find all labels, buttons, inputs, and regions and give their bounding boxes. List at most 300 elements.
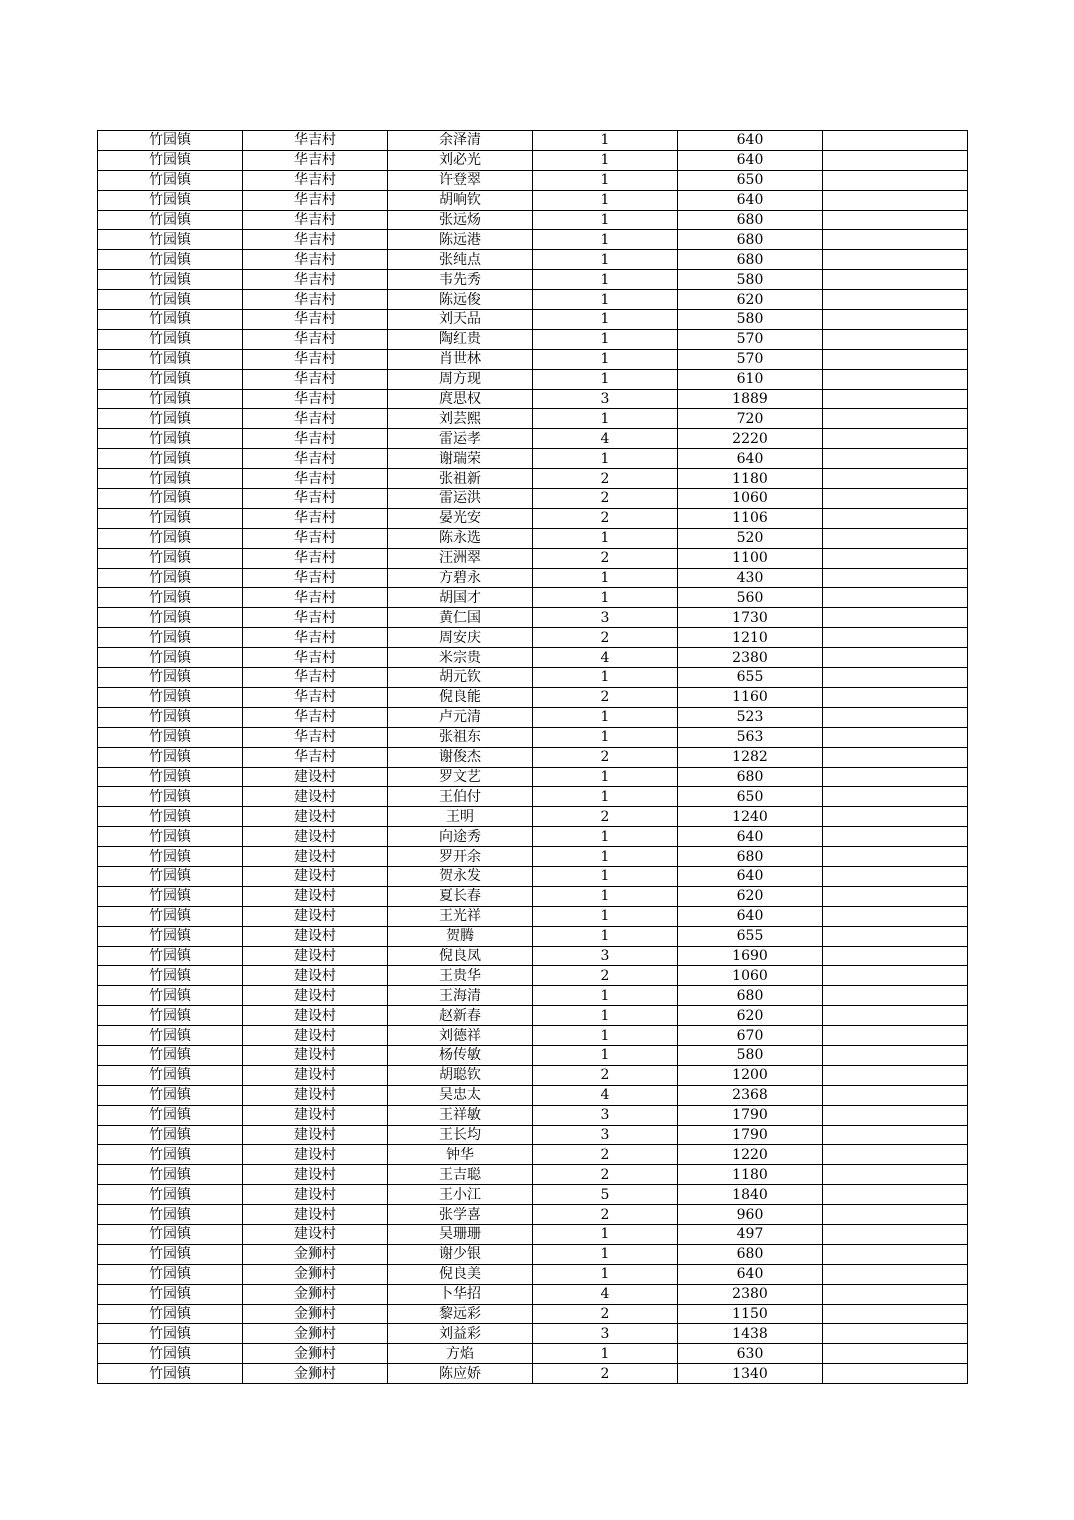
- count-cell: 2: [533, 628, 678, 648]
- amount-cell: 640: [678, 150, 823, 170]
- town-cell: 竹园镇: [98, 1165, 243, 1185]
- name-cell: 陈永选: [388, 528, 533, 548]
- name-cell: 王吉聪: [388, 1165, 533, 1185]
- village-cell: 华吉村: [243, 250, 388, 270]
- remark-cell: [823, 1264, 968, 1284]
- village-cell: 建设村: [243, 807, 388, 827]
- count-cell: 3: [533, 1105, 678, 1125]
- remark-cell: [823, 150, 968, 170]
- amount-cell: 630: [678, 1344, 823, 1364]
- remark-cell: [823, 668, 968, 688]
- amount-cell: 680: [678, 210, 823, 230]
- remark-cell: [823, 369, 968, 389]
- amount-cell: 640: [678, 131, 823, 151]
- village-cell: 金狮村: [243, 1344, 388, 1364]
- village-cell: 金狮村: [243, 1324, 388, 1344]
- town-cell: 竹园镇: [98, 986, 243, 1006]
- remark-cell: [823, 747, 968, 767]
- count-cell: 1: [533, 787, 678, 807]
- count-cell: 1: [533, 310, 678, 330]
- remark-cell: [823, 966, 968, 986]
- table-row: [98, 827, 968, 847]
- amount-cell: 2380: [678, 1284, 823, 1304]
- count-cell: 1: [533, 170, 678, 190]
- table-row: [98, 1324, 968, 1344]
- village-cell: 华吉村: [243, 349, 388, 369]
- amount-cell: 640: [678, 190, 823, 210]
- remark-cell: [823, 946, 968, 966]
- name-cell: 庹思权: [388, 389, 533, 409]
- table-row: [98, 489, 968, 509]
- village-cell: 华吉村: [243, 409, 388, 429]
- amount-cell: 1060: [678, 489, 823, 509]
- village-cell: 建设村: [243, 1065, 388, 1085]
- village-cell: 建设村: [243, 866, 388, 886]
- amount-cell: 960: [678, 1205, 823, 1225]
- amount-cell: 650: [678, 170, 823, 190]
- town-cell: 竹园镇: [98, 230, 243, 250]
- count-cell: 1: [533, 1026, 678, 1046]
- town-cell: 竹园镇: [98, 707, 243, 727]
- name-cell: 胡国才: [388, 588, 533, 608]
- table-row: [98, 310, 968, 330]
- amount-cell: 1220: [678, 1145, 823, 1165]
- count-cell: 2: [533, 966, 678, 986]
- table-row: [98, 727, 968, 747]
- village-cell: 建设村: [243, 787, 388, 807]
- table-row: [98, 1264, 968, 1284]
- table-row: [98, 608, 968, 628]
- count-cell: 1: [533, 270, 678, 290]
- name-cell: 谢俊杰: [388, 747, 533, 767]
- remark-cell: [823, 270, 968, 290]
- remark-cell: [823, 1185, 968, 1205]
- table-body: [98, 131, 968, 1384]
- village-cell: 华吉村: [243, 687, 388, 707]
- name-cell: 倪良能: [388, 687, 533, 707]
- remark-cell: [823, 1006, 968, 1026]
- name-cell: 刘德祥: [388, 1026, 533, 1046]
- name-cell: 谢瑞荣: [388, 449, 533, 469]
- remark-cell: [823, 190, 968, 210]
- data-table: [97, 130, 968, 1384]
- village-cell: 华吉村: [243, 131, 388, 151]
- remark-cell: [823, 329, 968, 349]
- table-row: [98, 1185, 968, 1205]
- count-cell: 2: [533, 508, 678, 528]
- village-cell: 华吉村: [243, 727, 388, 747]
- amount-cell: 680: [678, 1244, 823, 1264]
- table-row: [98, 886, 968, 906]
- amount-cell: 1160: [678, 687, 823, 707]
- remark-cell: [823, 1205, 968, 1225]
- table-row: [98, 1026, 968, 1046]
- name-cell: 周方现: [388, 369, 533, 389]
- table-row: [98, 568, 968, 588]
- remark-cell: [823, 508, 968, 528]
- table-row: [98, 1244, 968, 1264]
- count-cell: 1: [533, 349, 678, 369]
- name-cell: 胡响钦: [388, 190, 533, 210]
- table-row: [98, 349, 968, 369]
- amount-cell: 523: [678, 707, 823, 727]
- name-cell: 陈应娇: [388, 1364, 533, 1384]
- table-row: [98, 628, 968, 648]
- count-cell: 1: [533, 230, 678, 250]
- town-cell: 竹园镇: [98, 787, 243, 807]
- village-cell: 建设村: [243, 1085, 388, 1105]
- name-cell: 张祖新: [388, 469, 533, 489]
- village-cell: 华吉村: [243, 548, 388, 568]
- town-cell: 竹园镇: [98, 668, 243, 688]
- table-row: [98, 508, 968, 528]
- name-cell: 王海清: [388, 986, 533, 1006]
- town-cell: 竹园镇: [98, 210, 243, 230]
- town-cell: 竹园镇: [98, 588, 243, 608]
- remark-cell: [823, 628, 968, 648]
- name-cell: 余泽清: [388, 131, 533, 151]
- remark-cell: [823, 1244, 968, 1264]
- town-cell: 竹园镇: [98, 548, 243, 568]
- village-cell: 华吉村: [243, 668, 388, 688]
- amount-cell: 580: [678, 1045, 823, 1065]
- amount-cell: 1180: [678, 1165, 823, 1185]
- village-cell: 华吉村: [243, 310, 388, 330]
- name-cell: 周安庆: [388, 628, 533, 648]
- name-cell: 夏长春: [388, 886, 533, 906]
- village-cell: 华吉村: [243, 190, 388, 210]
- village-cell: 华吉村: [243, 270, 388, 290]
- amount-cell: 1889: [678, 389, 823, 409]
- table-row: [98, 409, 968, 429]
- name-cell: 倪良凤: [388, 946, 533, 966]
- table-row: [98, 190, 968, 210]
- name-cell: 汪洲翠: [388, 548, 533, 568]
- amount-cell: 570: [678, 329, 823, 349]
- town-cell: 竹园镇: [98, 1205, 243, 1225]
- village-cell: 华吉村: [243, 508, 388, 528]
- amount-cell: 1100: [678, 548, 823, 568]
- town-cell: 竹园镇: [98, 807, 243, 827]
- count-cell: 2: [533, 548, 678, 568]
- count-cell: 3: [533, 1324, 678, 1344]
- name-cell: 刘天品: [388, 310, 533, 330]
- village-cell: 华吉村: [243, 469, 388, 489]
- name-cell: 雷运孝: [388, 429, 533, 449]
- count-cell: 1: [533, 1264, 678, 1284]
- village-cell: 华吉村: [243, 608, 388, 628]
- table-row: [98, 847, 968, 867]
- town-cell: 竹园镇: [98, 946, 243, 966]
- amount-cell: 640: [678, 827, 823, 847]
- village-cell: 华吉村: [243, 369, 388, 389]
- remark-cell: [823, 310, 968, 330]
- village-cell: 金狮村: [243, 1304, 388, 1324]
- town-cell: 竹园镇: [98, 449, 243, 469]
- village-cell: 建设村: [243, 926, 388, 946]
- table-row: [98, 687, 968, 707]
- name-cell: 方焰: [388, 1344, 533, 1364]
- count-cell: 2: [533, 687, 678, 707]
- village-cell: 华吉村: [243, 329, 388, 349]
- amount-cell: 1730: [678, 608, 823, 628]
- table-row: [98, 588, 968, 608]
- remark-cell: [823, 847, 968, 867]
- amount-cell: 620: [678, 1006, 823, 1026]
- count-cell: 1: [533, 190, 678, 210]
- remark-cell: [823, 170, 968, 190]
- name-cell: 王祥敏: [388, 1105, 533, 1125]
- name-cell: 卜华招: [388, 1284, 533, 1304]
- amount-cell: 680: [678, 847, 823, 867]
- town-cell: 竹园镇: [98, 131, 243, 151]
- name-cell: 谢少银: [388, 1244, 533, 1264]
- remark-cell: [823, 489, 968, 509]
- town-cell: 竹园镇: [98, 1364, 243, 1384]
- village-cell: 华吉村: [243, 150, 388, 170]
- town-cell: 竹园镇: [98, 727, 243, 747]
- town-cell: 竹园镇: [98, 847, 243, 867]
- remark-cell: [823, 886, 968, 906]
- table-row: [98, 389, 968, 409]
- village-cell: 华吉村: [243, 389, 388, 409]
- table-row: [98, 1125, 968, 1145]
- table-row: [98, 1284, 968, 1304]
- table-row: [98, 1065, 968, 1085]
- table-row: [98, 1224, 968, 1244]
- village-cell: 华吉村: [243, 429, 388, 449]
- remark-cell: [823, 986, 968, 1006]
- count-cell: 4: [533, 1085, 678, 1105]
- remark-cell: [823, 1165, 968, 1185]
- count-cell: 2: [533, 1304, 678, 1324]
- table-row: [98, 270, 968, 290]
- town-cell: 竹园镇: [98, 1105, 243, 1125]
- town-cell: 竹园镇: [98, 747, 243, 767]
- amount-cell: 655: [678, 668, 823, 688]
- remark-cell: [823, 608, 968, 628]
- name-cell: 黎远彩: [388, 1304, 533, 1324]
- table-row: [98, 966, 968, 986]
- count-cell: 1: [533, 1244, 678, 1264]
- village-cell: 建设村: [243, 1006, 388, 1026]
- village-cell: 建设村: [243, 1125, 388, 1145]
- table-row: [98, 1105, 968, 1125]
- remark-cell: [823, 349, 968, 369]
- table-row: [98, 369, 968, 389]
- table-row: [98, 1165, 968, 1185]
- remark-cell: [823, 548, 968, 568]
- table-row: [98, 1304, 968, 1324]
- village-cell: 华吉村: [243, 568, 388, 588]
- amount-cell: 2220: [678, 429, 823, 449]
- town-cell: 竹园镇: [98, 270, 243, 290]
- remark-cell: [823, 588, 968, 608]
- name-cell: 雷运洪: [388, 489, 533, 509]
- name-cell: 黄仁国: [388, 608, 533, 628]
- amount-cell: 640: [678, 906, 823, 926]
- count-cell: 1: [533, 906, 678, 926]
- village-cell: 建设村: [243, 1205, 388, 1225]
- count-cell: 1: [533, 1006, 678, 1026]
- remark-cell: [823, 1364, 968, 1384]
- remark-cell: [823, 906, 968, 926]
- count-cell: 1: [533, 369, 678, 389]
- table-row: [98, 210, 968, 230]
- count-cell: 3: [533, 946, 678, 966]
- town-cell: 竹园镇: [98, 369, 243, 389]
- amount-cell: 520: [678, 528, 823, 548]
- town-cell: 竹园镇: [98, 429, 243, 449]
- count-cell: 2: [533, 747, 678, 767]
- count-cell: 1: [533, 290, 678, 310]
- town-cell: 竹园镇: [98, 1085, 243, 1105]
- amount-cell: 1060: [678, 966, 823, 986]
- table-row: [98, 1344, 968, 1364]
- remark-cell: [823, 1344, 968, 1364]
- name-cell: 刘益彩: [388, 1324, 533, 1344]
- table-row: [98, 767, 968, 787]
- remark-cell: [823, 707, 968, 727]
- name-cell: 陶红贵: [388, 329, 533, 349]
- village-cell: 金狮村: [243, 1284, 388, 1304]
- table-row: [98, 807, 968, 827]
- town-cell: 竹园镇: [98, 608, 243, 628]
- amount-cell: 1150: [678, 1304, 823, 1324]
- table-row: [98, 1205, 968, 1225]
- remark-cell: [823, 687, 968, 707]
- count-cell: 1: [533, 727, 678, 747]
- village-cell: 建设村: [243, 1105, 388, 1125]
- village-cell: 华吉村: [243, 648, 388, 668]
- name-cell: 吴忠太: [388, 1085, 533, 1105]
- count-cell: 1: [533, 1045, 678, 1065]
- town-cell: 竹园镇: [98, 1145, 243, 1165]
- name-cell: 许登翠: [388, 170, 533, 190]
- amount-cell: 650: [678, 787, 823, 807]
- table-row: [98, 329, 968, 349]
- town-cell: 竹园镇: [98, 528, 243, 548]
- amount-cell: 680: [678, 767, 823, 787]
- table-row: [98, 926, 968, 946]
- remark-cell: [823, 787, 968, 807]
- remark-cell: [823, 1324, 968, 1344]
- town-cell: 竹园镇: [98, 1125, 243, 1145]
- village-cell: 建设村: [243, 1165, 388, 1185]
- table-row: [98, 1085, 968, 1105]
- town-cell: 竹园镇: [98, 1284, 243, 1304]
- village-cell: 建设村: [243, 906, 388, 926]
- amount-cell: 430: [678, 568, 823, 588]
- amount-cell: 560: [678, 588, 823, 608]
- table-row: [98, 946, 968, 966]
- table-row: [98, 1145, 968, 1165]
- name-cell: 胡聪钦: [388, 1065, 533, 1085]
- town-cell: 竹园镇: [98, 489, 243, 509]
- amount-cell: 610: [678, 369, 823, 389]
- count-cell: 3: [533, 389, 678, 409]
- town-cell: 竹园镇: [98, 469, 243, 489]
- town-cell: 竹园镇: [98, 1185, 243, 1205]
- town-cell: 竹园镇: [98, 349, 243, 369]
- town-cell: 竹园镇: [98, 150, 243, 170]
- count-cell: 1: [533, 250, 678, 270]
- amount-cell: 1790: [678, 1105, 823, 1125]
- name-cell: 胡元钦: [388, 668, 533, 688]
- name-cell: 王明: [388, 807, 533, 827]
- count-cell: 1: [533, 866, 678, 886]
- count-cell: 1: [533, 886, 678, 906]
- count-cell: 2: [533, 1145, 678, 1165]
- table-row: [98, 429, 968, 449]
- name-cell: 张学喜: [388, 1205, 533, 1225]
- table-row: [98, 528, 968, 548]
- town-cell: 竹园镇: [98, 1344, 243, 1364]
- town-cell: 竹园镇: [98, 170, 243, 190]
- village-cell: 华吉村: [243, 528, 388, 548]
- table-row: [98, 707, 968, 727]
- remark-cell: [823, 449, 968, 469]
- table-row: [98, 787, 968, 807]
- count-cell: 2: [533, 807, 678, 827]
- remark-cell: [823, 469, 968, 489]
- amount-cell: 640: [678, 1264, 823, 1284]
- village-cell: 金狮村: [243, 1244, 388, 1264]
- count-cell: 1: [533, 568, 678, 588]
- village-cell: 建设村: [243, 767, 388, 787]
- remark-cell: [823, 1224, 968, 1244]
- count-cell: 2: [533, 1165, 678, 1185]
- town-cell: 竹园镇: [98, 966, 243, 986]
- count-cell: 1: [533, 588, 678, 608]
- remark-cell: [823, 250, 968, 270]
- name-cell: 赵新春: [388, 1006, 533, 1026]
- remark-cell: [823, 648, 968, 668]
- table-row: [98, 250, 968, 270]
- remark-cell: [823, 429, 968, 449]
- table-row: [98, 170, 968, 190]
- amount-cell: 640: [678, 866, 823, 886]
- table-row: [98, 906, 968, 926]
- town-cell: 竹园镇: [98, 1026, 243, 1046]
- amount-cell: 1180: [678, 469, 823, 489]
- name-cell: 韦先秀: [388, 270, 533, 290]
- remark-cell: [823, 827, 968, 847]
- count-cell: 4: [533, 648, 678, 668]
- table-row: [98, 1006, 968, 1026]
- amount-cell: 580: [678, 270, 823, 290]
- amount-cell: 497: [678, 1224, 823, 1244]
- count-cell: 1: [533, 329, 678, 349]
- table-row: [98, 866, 968, 886]
- village-cell: 华吉村: [243, 170, 388, 190]
- count-cell: 1: [533, 827, 678, 847]
- amount-cell: 680: [678, 986, 823, 1006]
- remark-cell: [823, 210, 968, 230]
- village-cell: 建设村: [243, 847, 388, 867]
- village-cell: 建设村: [243, 946, 388, 966]
- amount-cell: 1690: [678, 946, 823, 966]
- village-cell: 建设村: [243, 1045, 388, 1065]
- amount-cell: 570: [678, 349, 823, 369]
- name-cell: 王小江: [388, 1185, 533, 1205]
- village-cell: 华吉村: [243, 449, 388, 469]
- remark-cell: [823, 926, 968, 946]
- town-cell: 竹园镇: [98, 767, 243, 787]
- table-row: [98, 648, 968, 668]
- village-cell: 华吉村: [243, 290, 388, 310]
- remark-cell: [823, 389, 968, 409]
